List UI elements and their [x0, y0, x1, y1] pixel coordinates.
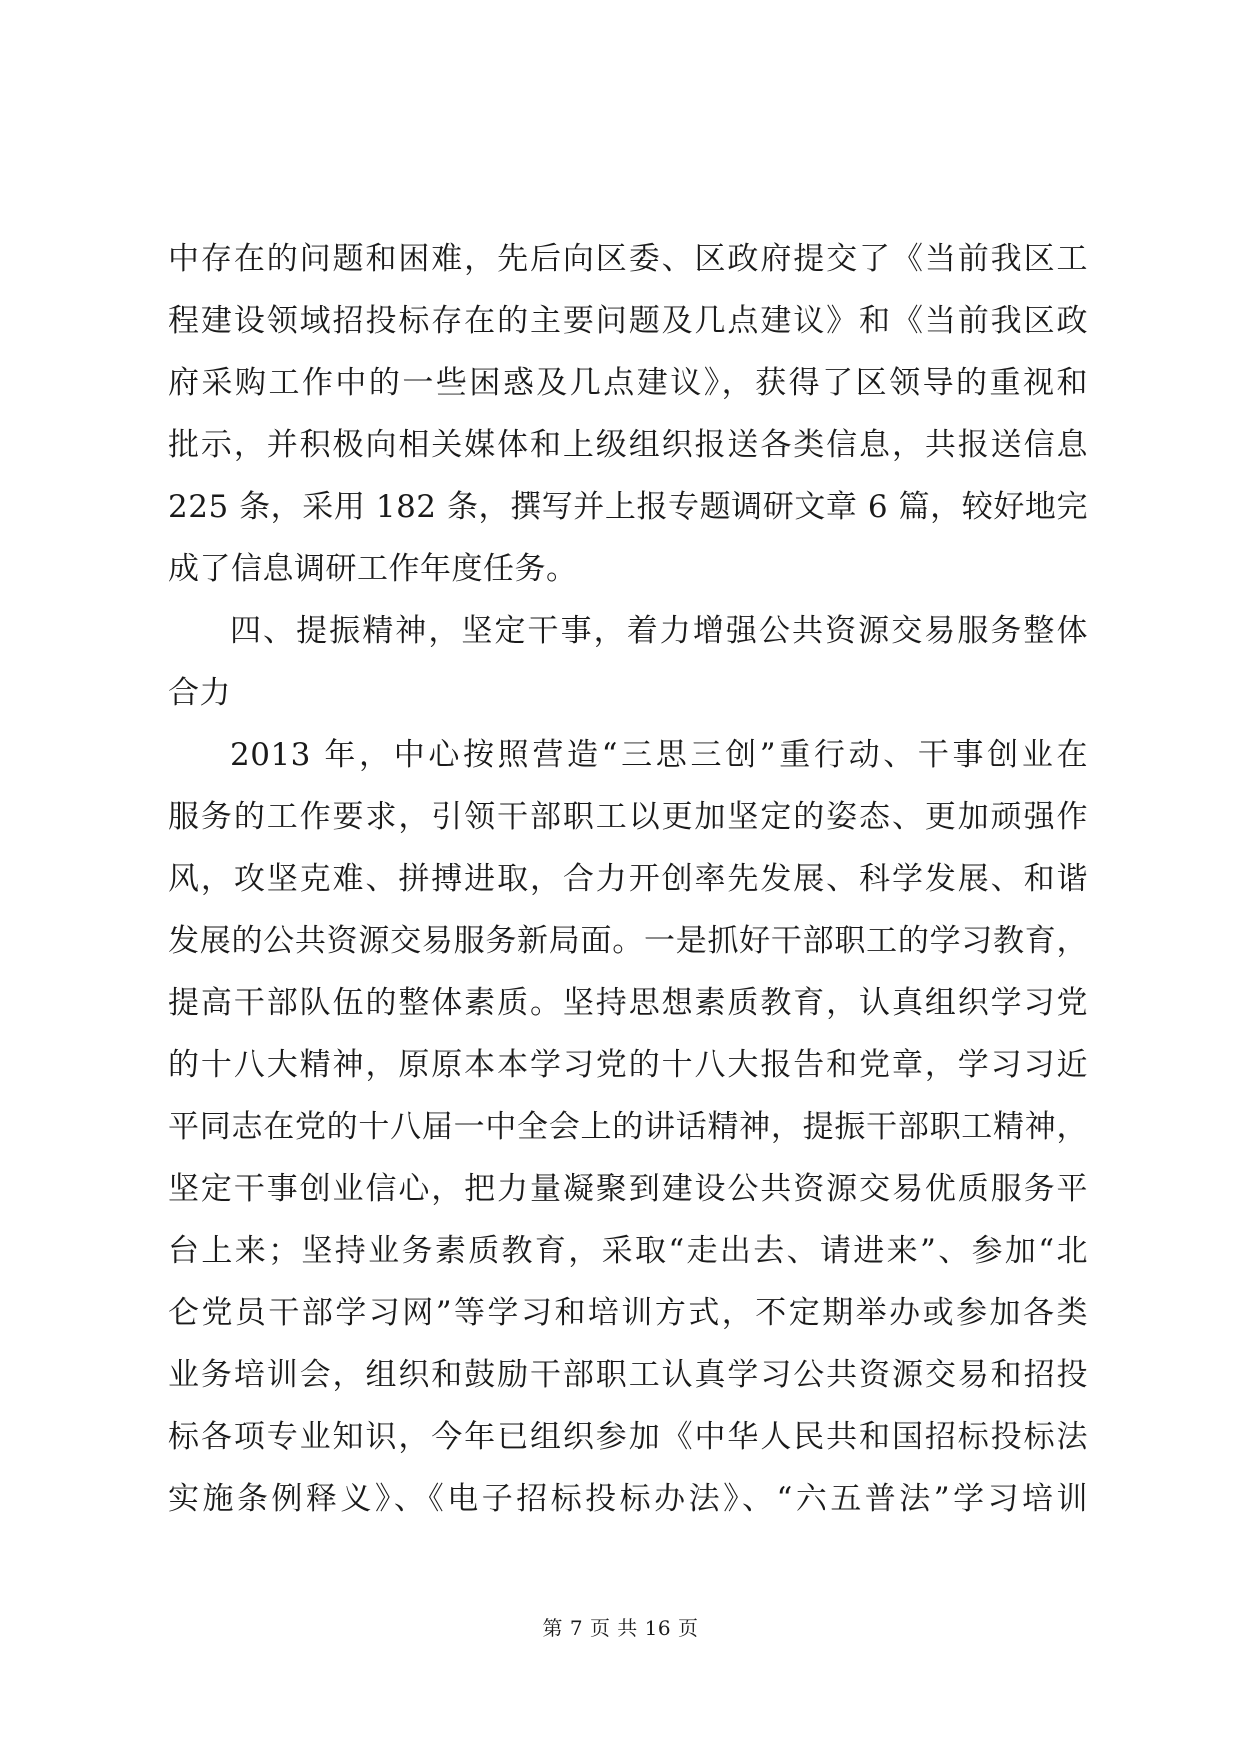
text-line: 225 条，采用 182 条，撰写并上报专题调研文章 6 篇，较好地完	[168, 489, 1088, 525]
text-line: 程建设领域招投标存在的主要问题及几点建议》和《当前我区政	[168, 303, 1088, 339]
text-line: 实施条例释义》、《电子招标投标办法》、“六五普法”学习培训	[168, 1481, 1088, 1517]
text-line: 中存在的问题和困难，先后向区委、区政府提交了《当前我区工	[168, 241, 1088, 277]
text-line: 成了信息调研工作年度任务。	[168, 551, 578, 587]
text-line: 坚定干事创业信心，把力量凝聚到建设公共资源交易优质服务平	[168, 1171, 1088, 1207]
body-text	[168, 228, 1088, 1530]
text-line: 批示，并积极向相关媒体和上级组织报送各类信息，共报送信息	[168, 427, 1088, 463]
text-line: 风，攻坚克难、拼搏进取，合力开创率先发展、科学发展、和谐	[168, 861, 1088, 897]
text-line: 仑党员干部学习网”等学习和培训方式，不定期举办或参加各类	[168, 1295, 1088, 1331]
text-line: 业务培训会，组织和鼓励干部职工认真学习公共资源交易和招投	[168, 1357, 1088, 1393]
text-line: 服务的工作要求，引领干部职工以更加坚定的姿态、更加顽强作	[168, 799, 1088, 835]
page-number-footer: 第 7 页 共 16 页	[542, 1616, 699, 1640]
section-heading-line: 四、提振精神，坚定干事，着力增强公共资源交易服务整体	[230, 613, 1088, 649]
text-line: 的十八大精神，原原本本学习党的十八大报告和党章，学习习近	[168, 1047, 1088, 1083]
text-line: 提高干部队伍的整体素质。坚持思想素质教育，认真组织学习党	[168, 985, 1088, 1021]
text-line: 台上来；坚持业务素质教育，采取“走出去、请进来”、参加“北	[168, 1233, 1088, 1269]
text-line: 平同志在党的十八届一中全会上的讲话精神，提振干部职工精神，	[168, 1109, 1088, 1145]
text-line: 2013 年，中心按照营造“三思三创”重行动、干事创业在	[230, 737, 1088, 773]
text-line: 标各项专业知识，今年已组织参加《中华人民共和国招标投标法	[168, 1419, 1088, 1455]
text-line: 发展的公共资源交易服务新局面。一是抓好干部职工的学习教育，	[168, 923, 1088, 959]
section-heading-line: 合力	[168, 675, 231, 711]
text-line: 府采购工作中的一些困惑及几点建议》，获得了区领导的重视和	[168, 365, 1088, 401]
